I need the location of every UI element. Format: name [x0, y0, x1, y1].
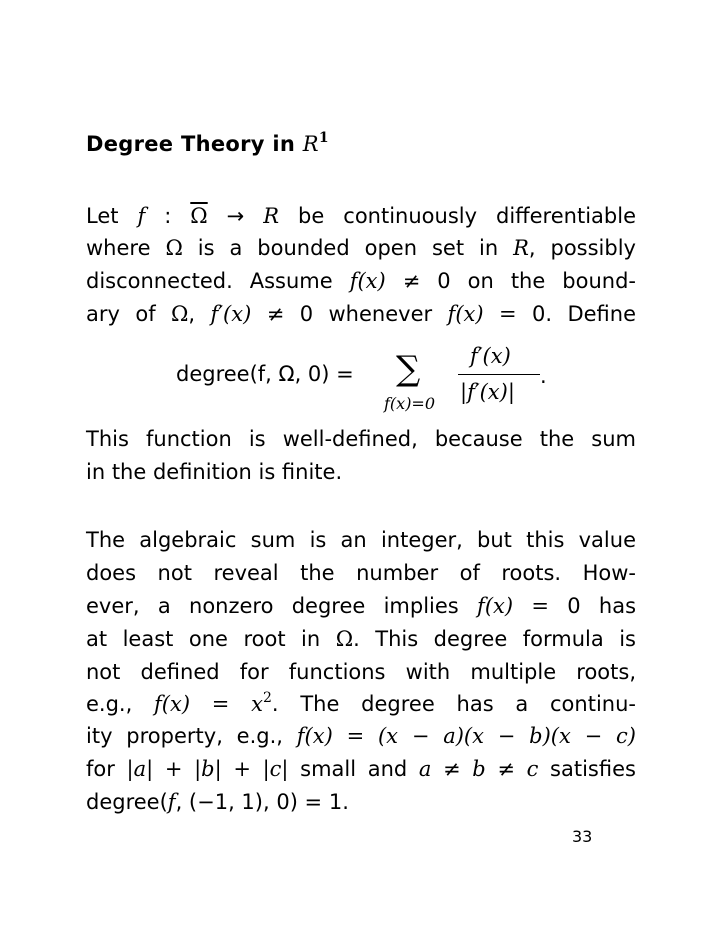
text: e.g., [86, 692, 155, 716]
para1-line2 [86, 232, 636, 264]
para3-line9 [86, 786, 636, 818]
formula-fraction-bar [458, 374, 540, 375]
math-omega: Ω [335, 627, 354, 651]
text: degree( [86, 790, 168, 814]
title-text: Degree Theory in [86, 132, 303, 156]
math-arrow: → [207, 204, 264, 228]
math-sup: 2 [263, 690, 272, 706]
para1-line4 [86, 298, 636, 330]
formula-denominator: |f′(x)| [460, 380, 515, 404]
math-polynomial: (x − a)(x − b)(x − c) [377, 724, 637, 748]
text: , [188, 302, 211, 326]
math-omega: Ω [171, 302, 189, 326]
math-R: R [513, 236, 529, 260]
text: . This degree formula is [353, 627, 636, 651]
text: , possibly [528, 236, 636, 260]
math-eq: = [332, 724, 378, 748]
text: on the bound- [450, 269, 636, 293]
text: , (−1, 1), 0) = 1. [175, 790, 349, 814]
text: 0 [531, 302, 546, 326]
math-neq-chain: a ≠ b ≠ c [418, 757, 539, 781]
math-fx: f(x) [447, 302, 484, 326]
text: ary of [86, 302, 171, 326]
para3-line5: not defined for functions with multiple roots, [86, 660, 636, 684]
page-number: 33 [572, 827, 593, 846]
text: has [580, 594, 637, 618]
math-f: f [167, 790, 176, 814]
text: disconnected. Assume [86, 269, 350, 293]
text: be continuously differentiable [279, 204, 636, 228]
math-neq: ≠ [385, 269, 438, 293]
math-neq: ≠ [251, 302, 300, 326]
para3-line6 [86, 688, 636, 720]
section-title [86, 132, 329, 156]
para3-line4 [86, 623, 636, 655]
math-fx: f(x) [154, 692, 191, 716]
para3-line1: The algebraic sum is an integer, but this value [86, 528, 636, 552]
text: small and [288, 757, 419, 781]
math-f: f [137, 204, 146, 228]
math-fx: f(x) [477, 594, 514, 618]
text: ever, a nonzero degree implies [86, 594, 478, 618]
para2-line2: in the definition is finite. [86, 460, 343, 484]
text: : [145, 204, 191, 228]
para1-line1 [86, 200, 636, 232]
formula-sum-subscript: f(x)=0 [384, 394, 436, 413]
text: 0 [299, 302, 314, 326]
para3-line2: does not reveal the number of roots. How- [86, 561, 636, 585]
math-abs-sum: |a| + |b| + |c| [126, 757, 289, 781]
formula-numerator: f′(x) [470, 344, 511, 368]
text: for [86, 757, 127, 781]
text: is a bounded open set in [182, 236, 514, 260]
para3-line3 [86, 590, 636, 622]
text: satisfies [538, 757, 636, 781]
text: . Define [545, 302, 636, 326]
text: . The degree has a continu- [271, 692, 636, 716]
math-R: R [263, 204, 280, 228]
formula-lhs: degree(f, Ω, 0) = [176, 362, 354, 386]
text: at least one root in [86, 627, 336, 651]
formula-period: . [540, 364, 547, 388]
math-fx: f(x) [349, 269, 386, 293]
math-eq: = [190, 692, 252, 716]
math-omega: Ω [165, 236, 183, 260]
para3-line7 [86, 720, 636, 752]
title-math-R: R [302, 132, 319, 156]
math-eq: = [513, 594, 568, 618]
title-math-sup: 1 [318, 130, 329, 146]
math-omega-bar: $\overline{\Omega}$ [190, 204, 208, 228]
formula-sum: ∑ [396, 349, 421, 389]
para3-line8 [86, 753, 636, 785]
para2-line1: This function is well-defined, because the sum [86, 427, 636, 451]
math-fprime: f′(x) [210, 302, 252, 326]
text: ity property, e.g., [86, 724, 297, 748]
math-x: x [251, 692, 263, 716]
text: 0 [567, 594, 581, 618]
text: 0 [437, 269, 451, 293]
text: whenever [313, 302, 448, 326]
math-fx: f(x) [296, 724, 333, 748]
math-eq: = [483, 302, 532, 326]
text: where [86, 236, 166, 260]
para1-line3 [86, 265, 636, 297]
text: Let [86, 204, 138, 228]
